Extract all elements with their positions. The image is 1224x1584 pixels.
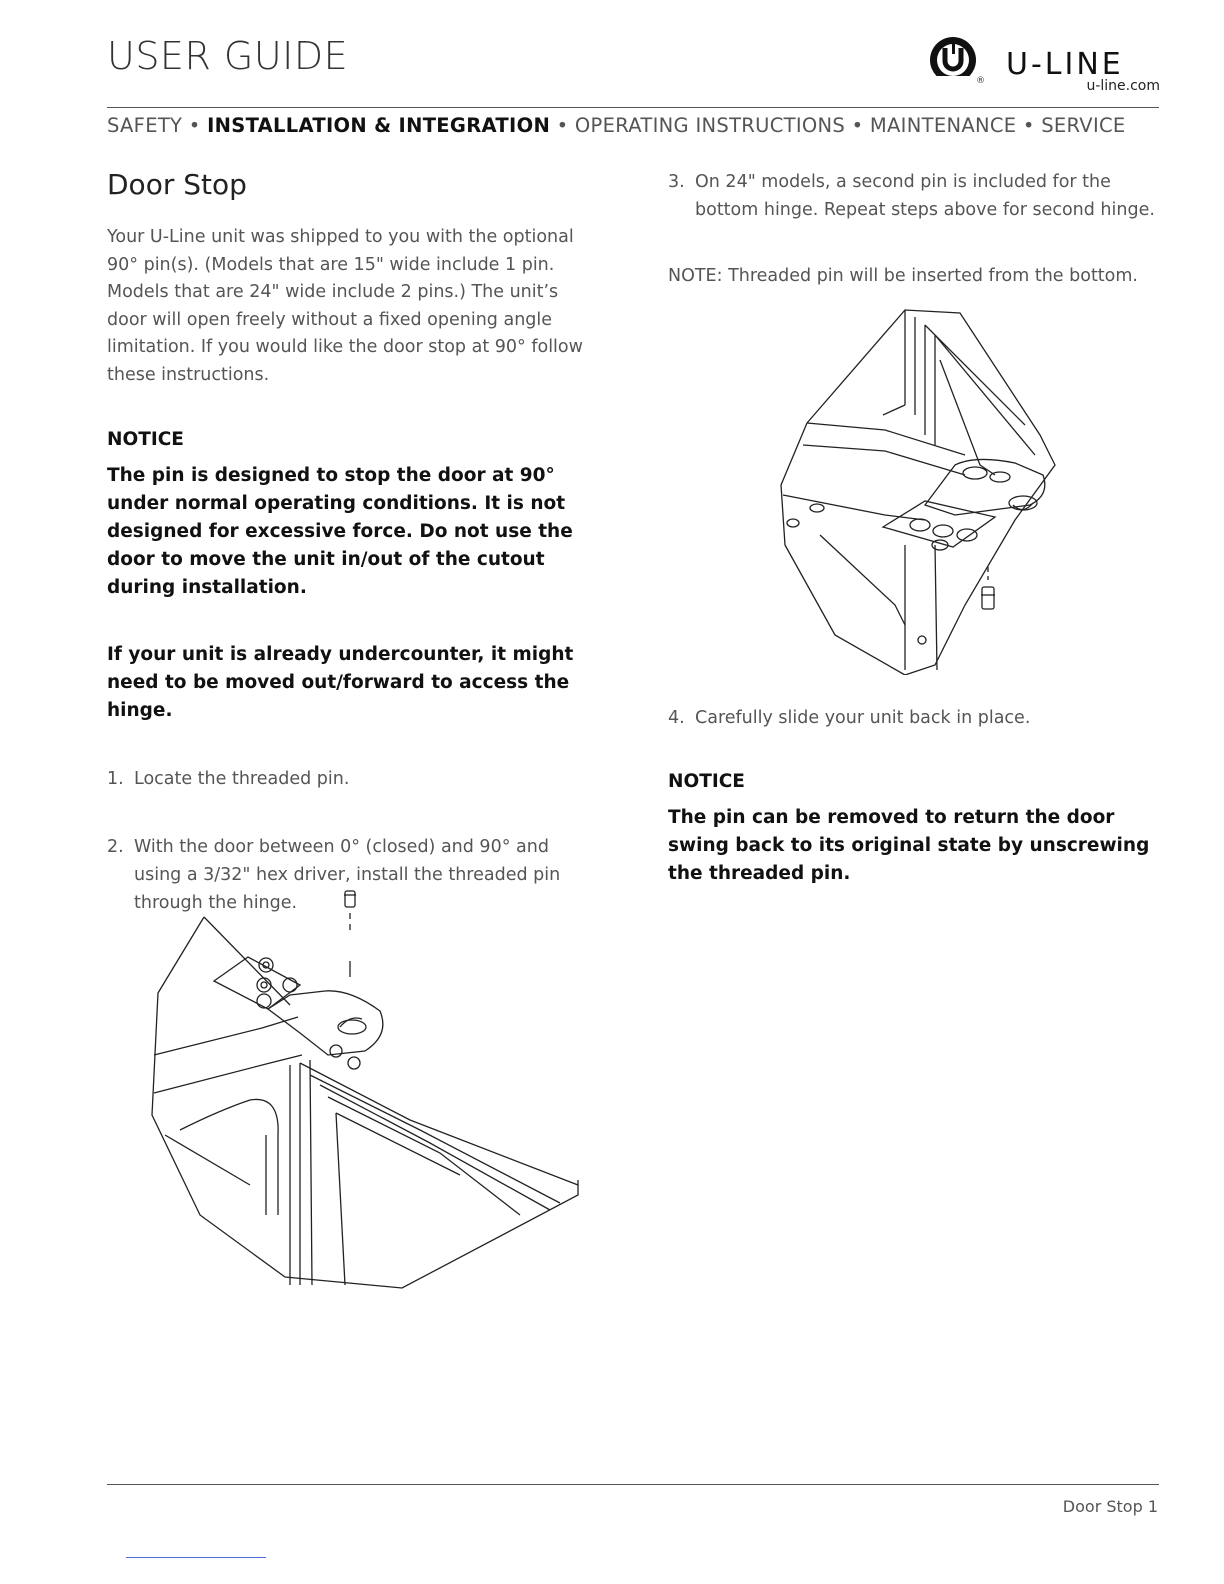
nav-separator: • <box>851 114 864 137</box>
step-text: Carefully slide your unit back in place. <box>695 708 1031 728</box>
footer-divider <box>107 1484 1159 1485</box>
document-title: USER GUIDE <box>107 34 349 78</box>
registered-mark: ® <box>976 76 985 86</box>
hinge-pin-install-icon <box>140 885 590 1295</box>
step-number: 1. <box>107 769 124 789</box>
installation-note: NOTE: Threaded pin will be inserted from the bottom. <box>668 266 1138 286</box>
step-4 <box>668 704 1160 732</box>
page-label: Door Stop 1 <box>1062 1497 1158 1516</box>
hinge-bottom-illustration <box>775 305 1075 675</box>
nav-separator: • <box>556 114 569 137</box>
step-number: 4. <box>668 708 685 728</box>
step-text: On 24" models, a second pin is included for the bottom hinge. Repeat steps above for second hinge. <box>695 172 1155 220</box>
step-text: With the door between 0° (closed) and 90° and using a 3/32" hex driver, install the threaded pin through the hinge. <box>134 837 561 913</box>
nav-safety: SAFETY <box>107 114 183 137</box>
step-number: 2. <box>107 837 124 857</box>
hinge-top-illustration <box>140 885 590 1295</box>
nav-service: SERVICE <box>1041 114 1126 137</box>
section-title: Door Stop <box>107 168 247 201</box>
header-divider <box>107 107 1159 108</box>
access-warning: If your unit is already undercounter, it might need to be moved out/forward to access the hinge. <box>107 644 574 721</box>
notice-text: The pin can be removed to return the door swing back to its original state by unscrewing the threaded pin. <box>668 807 1150 884</box>
u-line-logo-icon <box>928 36 1160 76</box>
step-3 <box>668 168 1160 224</box>
notice-heading: NOTICE <box>107 429 184 450</box>
hinge-bottom-pin-icon <box>775 305 1075 675</box>
step-number: 3. <box>668 172 685 192</box>
nav-maintenance: MAINTENANCE <box>869 114 1017 137</box>
notice-text: The pin is designed to stop the door at 90° under normal operating conditions. It is not designed for excessive force. Do not use the door to move the unit in/out of the cutout during installation. <box>107 465 573 598</box>
step-1 <box>107 765 597 793</box>
intro-paragraph: Your U-Line unit was shipped to you with the optional 90° pin(s). (Models that are 15" wide include 1 pin. Models that are 24" wide include 2 pins.) The unit’s door will open freely without a fixed opening angle limitation. If you would like the door stop at 90° follow these instructions. <box>107 227 583 385</box>
right-column <box>668 168 1160 291</box>
step-text: Locate the threaded pin. <box>134 769 350 789</box>
nav-separator: • <box>1022 114 1035 137</box>
brand-logo[interactable] <box>928 36 1160 96</box>
website-url[interactable]: u-line.com <box>1086 78 1160 94</box>
left-column <box>107 168 597 917</box>
right-column-lower <box>668 704 1160 888</box>
nav-operating: OPERATING INSTRUCTIONS <box>574 114 846 137</box>
footer-link-underline[interactable] <box>126 1557 266 1558</box>
section-nav <box>107 114 1159 137</box>
brand-wordmark: U-LINE <box>1006 47 1124 76</box>
nav-separator: • <box>188 114 201 137</box>
notice-heading: NOTICE <box>668 771 745 792</box>
nav-installation-active: INSTALLATION & INTEGRATION <box>207 114 551 137</box>
